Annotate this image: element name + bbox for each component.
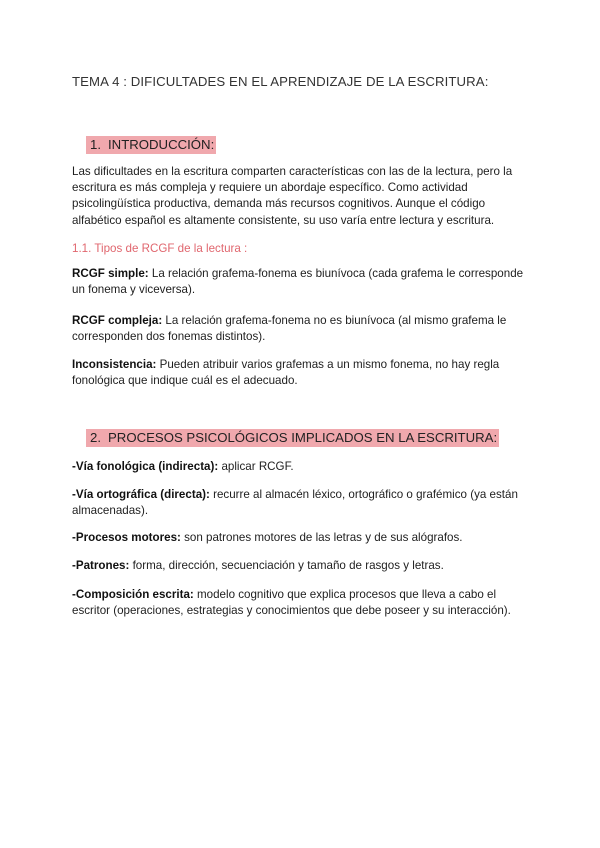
section-2-heading-text: PROCESOS PSICOLÓGICOS IMPLICADOS EN LA ESCRITURA: — [108, 430, 498, 445]
patrones-term: -Patrones: — [72, 559, 130, 572]
section-2-heading — [86, 430, 499, 445]
procesos-motores-text: son patrones motores de las letras y de sus alógrafos. — [180, 531, 463, 544]
via-fonologica-term: -Vía fonológica (indirecta): — [72, 460, 219, 473]
section-2-highlight — [86, 429, 499, 447]
section-1-number: 1. — [90, 137, 101, 152]
rcgf-simple-text: La relación grafema-fonema es biunívoca (cada grafema le corresponde un fonema y viceversa). — [72, 267, 524, 297]
patrones-paragraph — [72, 558, 528, 574]
rcgf-compleja-text: La relación grafema-fonema no es biunívoca (al mismo grafema le corresponden dos fonemas distintos). — [72, 314, 507, 344]
via-fonologica-paragraph — [72, 459, 528, 475]
via-ortografica-term: -Vía ortográfica (directa): — [72, 488, 210, 501]
subsection-1-1-heading: 1.1. Tipos de RCGF de la lectura : — [72, 242, 248, 255]
rcgf-compleja-term: RCGF compleja: — [72, 314, 163, 327]
inconsistencia-text: Pueden atribuir varios grafemas a un mismo fonema, no hay regla fonológica que indique cuál es el adecuado. — [72, 358, 500, 388]
inconsistencia-term: Inconsistencia: — [72, 358, 157, 371]
procesos-motores-paragraph — [72, 530, 528, 546]
via-fonologica-text: aplicar RCGF. — [218, 460, 294, 473]
section-2-number: 2. — [90, 430, 101, 445]
section-1-highlight — [86, 136, 216, 154]
section-1-heading-text: INTRODUCCIÓN: — [108, 137, 215, 152]
section-1-heading — [86, 137, 216, 152]
composicion-escrita-text: modelo cognitivo que explica procesos que lleva a cabo el escritor (operaciones, estrategias y conocimientos que debe poseer y su interacción). — [72, 588, 511, 618]
composicion-escrita-paragraph — [72, 587, 528, 619]
document-title: TEMA 4 : DIFICULTADES EN EL APRENDIZAJE DE LA ESCRITURA: — [72, 74, 489, 89]
via-ortografica-text: recurre al almacén léxico, ortográfico o grafémico (ya están almacenadas). — [72, 488, 518, 518]
intro-paragraph: Las dificultades en la escritura comparten características con las de la lectura, pero la escritura es más compleja y requiere un abordaje específico. Como actividad psicolingüística productiva, demanda más recursos cognitivos. Aunque el código alfabético español es altamente consistente, su uso varía entre lectura y escritura. — [72, 165, 513, 227]
rcgf-simple-paragraph — [72, 266, 528, 298]
composicion-escrita-term: -Composición escrita: — [72, 588, 194, 601]
via-ortografica-paragraph — [72, 487, 528, 519]
procesos-motores-term: -Procesos motores: — [72, 531, 181, 544]
rcgf-compleja-paragraph — [72, 313, 528, 345]
inconsistencia-paragraph — [72, 357, 528, 389]
patrones-text: forma, dirección, secuenciación y tamaño de rasgos y letras. — [129, 559, 444, 572]
rcgf-simple-term: RCGF simple: — [72, 267, 149, 280]
